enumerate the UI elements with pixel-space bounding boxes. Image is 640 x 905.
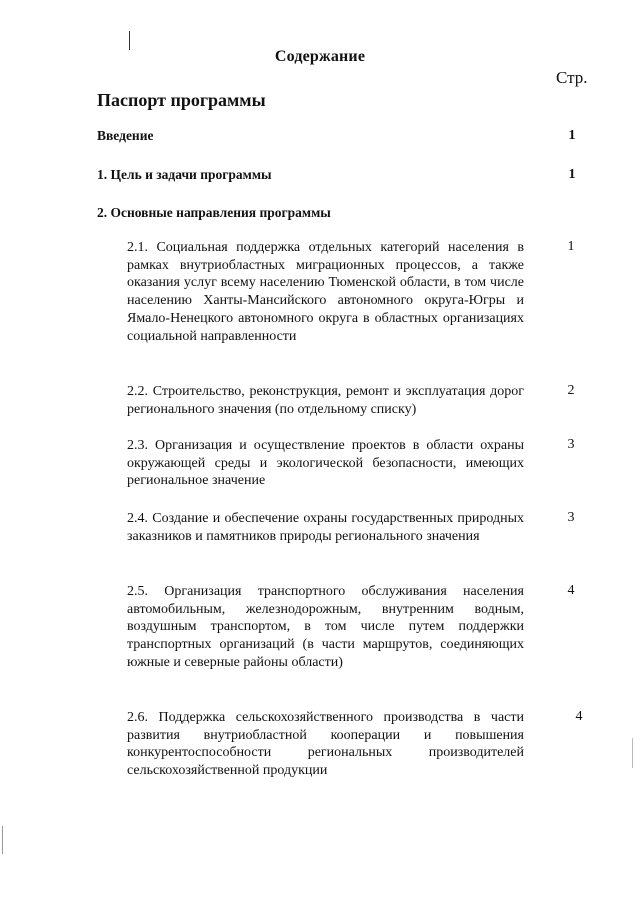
toc-subsection: 2.3. Организация и осуществление проектов в области охраны окружающей среды и экологической безопасности, имеющих региональное значение bbox=[127, 438, 524, 489]
toc-entry-goals: 1. Цель и задачи программы bbox=[97, 167, 272, 182]
toc-subsection: 2.5. Организация транспортного обслуживания населения автомобильным, железнодорожным, внутренним водным, воздушным транспортом, в том числе путем поддержки транспортных организаций (в части маршрутов, соединяющих южные и северные районы области) bbox=[127, 584, 524, 670]
toc-entry-introduction: Введение bbox=[97, 128, 154, 143]
toc-subsection: 2.1. Социальная поддержка отдельных категорий населения в рамках внутриобластных миграционных процессов, а также оказания услуг всему населению Тюменской области, в том числе населению Ханты-Мансийского автономного округа-Югры и Ямало-Ненецкого автономного округа в областных организациях социальной направленности bbox=[127, 240, 524, 344]
passport-heading: Паспорт программы bbox=[97, 90, 266, 110]
page-column-label: Стр. bbox=[556, 68, 588, 87]
toc-page-number: 1 bbox=[568, 167, 576, 182]
toc-page-number: 4 bbox=[575, 709, 583, 724]
toc-subsection: 2.6. Поддержка сельскохозяйственного производства в части развития внутриобластной кооперации и повышения конкурентоспособности региональных производителей сельскохозяйственной продукции bbox=[127, 710, 524, 779]
toc-page-number: 4 bbox=[567, 583, 575, 598]
toc-page-number: 1 bbox=[568, 128, 576, 143]
toc-subsection: 2.4. Создание и обеспечение охраны государственных природных заказников и памятников природы регионального значения bbox=[127, 511, 524, 544]
scan-mark bbox=[2, 826, 3, 854]
toc-page-number: 3 bbox=[567, 437, 575, 452]
toc-subsection: 2.2. Строительство, реконструкция, ремонт и эксплуатация дорог регионального значения (по отдельному списку) bbox=[127, 384, 524, 417]
toc-entry-directions: 2. Основные направления программы bbox=[97, 205, 331, 220]
scan-mark bbox=[632, 738, 633, 768]
toc-page-number: 3 bbox=[567, 510, 575, 525]
toc-page-number: 1 bbox=[567, 239, 575, 254]
toc-page-number: 2 bbox=[567, 383, 575, 398]
page-title: Содержание bbox=[274, 48, 366, 65]
